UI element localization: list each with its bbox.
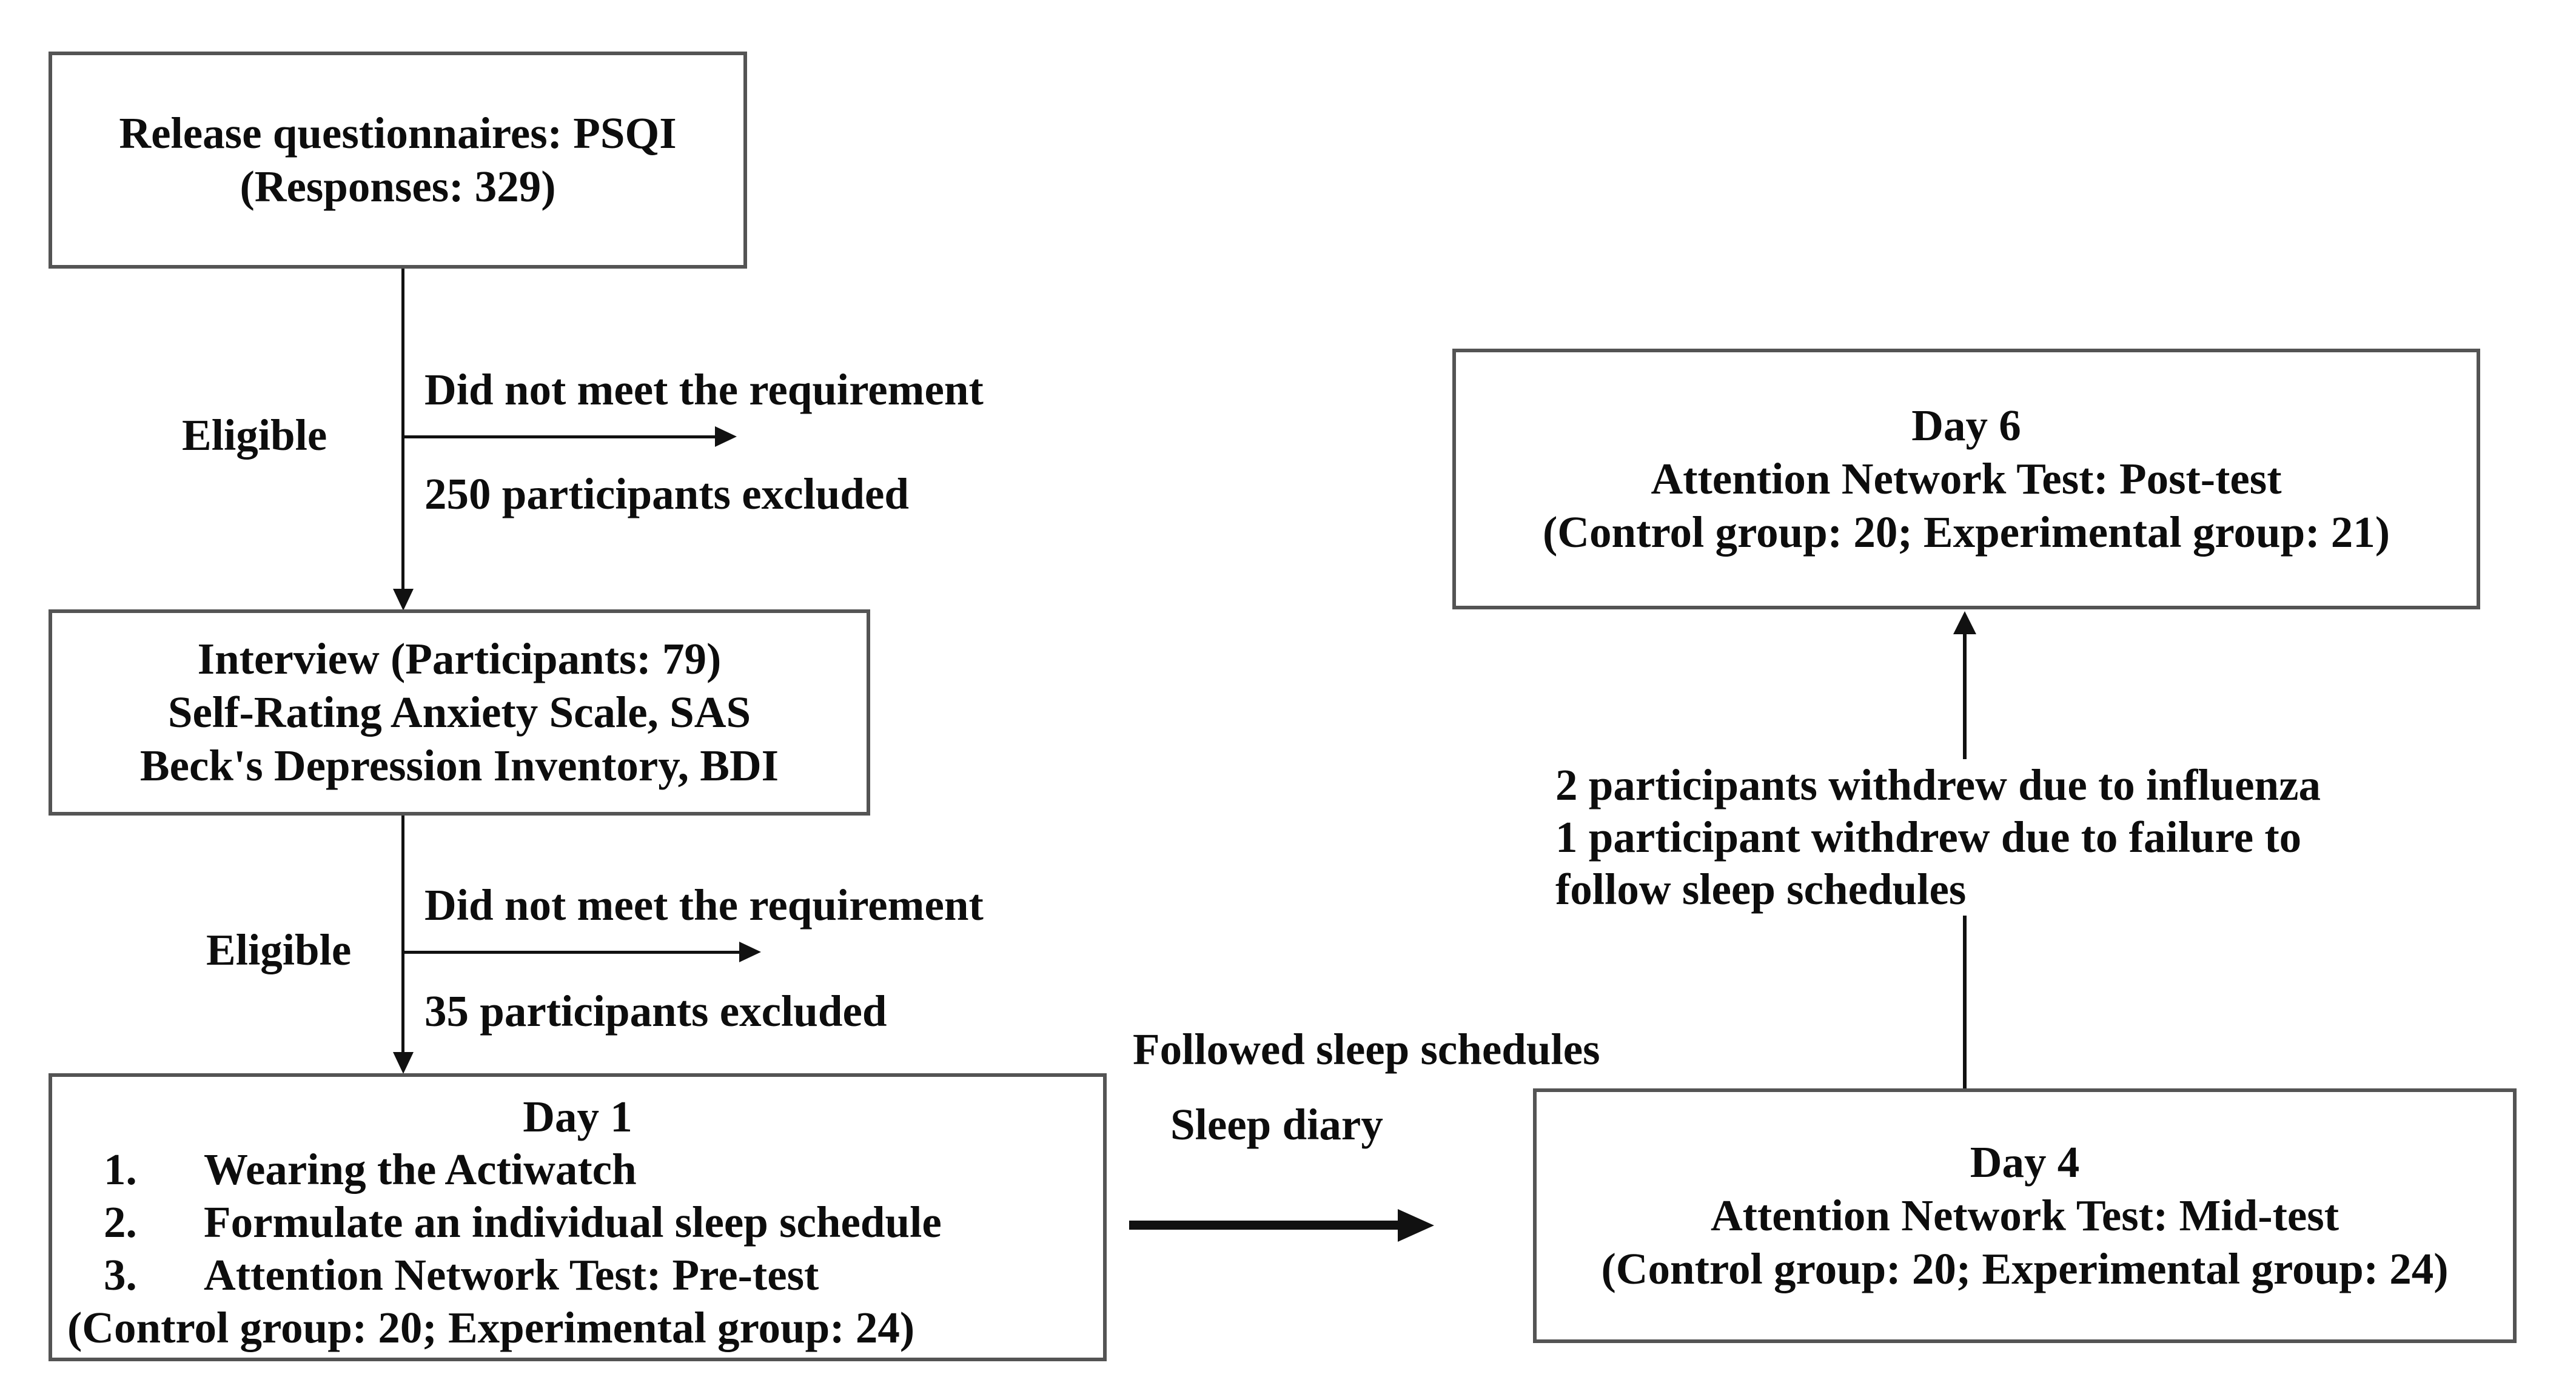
exclusion-arrow-2 — [403, 951, 739, 954]
connector-release-to-interview — [401, 269, 404, 590]
day1-item-3-text: Attention Network Test: Pre-test — [204, 1250, 819, 1299]
day1-item-1 — [104, 1143, 1088, 1196]
interview-box-line3: Beck's Depression Inventory, BDI — [139, 741, 779, 790]
interview-box-line2: Self-Rating Anxiety Scale, SAS — [167, 688, 751, 737]
day6-test-line: Attention Network Test: Post-test — [1651, 454, 2282, 503]
release-questionnaires-box — [49, 52, 747, 269]
day1-box — [49, 1073, 1107, 1361]
arrowhead-right-icon — [739, 942, 761, 962]
day1-groups-line: (Control group: 20; Experimental group: 24) — [67, 1303, 915, 1352]
followed-sleep-schedules-label: Followed sleep schedules — [1133, 1025, 1600, 1074]
withdrawal-note-line3: follow sleep schedules — [1555, 865, 1967, 914]
arrowhead-right-icon — [715, 426, 737, 447]
exclusion-arrow-1 — [403, 435, 715, 438]
interview-box — [49, 609, 870, 816]
day1-item-2-number: 2. — [104, 1198, 137, 1247]
day1-to-day4-arrow — [1129, 1221, 1398, 1230]
sleep-diary-label: Sleep diary — [1170, 1100, 1383, 1149]
connector-interview-to-day1 — [401, 816, 404, 1053]
did-not-meet-label-1: Did not meet the requirement — [424, 365, 984, 414]
eligible-label-2: Eligible — [206, 925, 352, 974]
release-box-line1: Release questionnaires: PSQI — [119, 109, 677, 158]
eligible-label-1: Eligible — [182, 410, 327, 460]
day6-groups-line: (Control group: 20; Experimental group: 21) — [1542, 508, 2390, 557]
excluded-label-1: 250 participants excluded — [424, 469, 909, 518]
interview-box-line1: Interview (Participants: 79) — [197, 634, 722, 683]
arrowhead-down-icon — [393, 589, 414, 611]
day4-title: Day 4 — [1970, 1138, 2080, 1187]
arrowhead-up-icon — [1953, 611, 1976, 634]
withdrawal-note — [1555, 759, 2459, 916]
arrowhead-right-icon — [1398, 1209, 1434, 1242]
release-box-line2: (Responses: 329) — [240, 162, 556, 211]
day1-item-3-number: 3. — [104, 1250, 137, 1299]
day4-groups-line: (Control group: 20; Experimental group: 24) — [1601, 1244, 2449, 1293]
day4-test-line: Attention Network Test: Mid-test — [1710, 1191, 2340, 1240]
did-not-meet-label-2: Did not meet the requirement — [424, 880, 984, 930]
day4-box — [1533, 1088, 2517, 1343]
day1-item-1-number: 1. — [104, 1145, 137, 1194]
day6-title: Day 6 — [1911, 401, 2021, 450]
day1-item-1-text: Wearing the Actiwatch — [204, 1145, 637, 1194]
day1-title: Day 1 — [523, 1092, 632, 1141]
arrowhead-down-icon — [393, 1052, 414, 1074]
withdrawal-note-line2: 1 participant withdrew due to failure to — [1555, 813, 2302, 862]
day1-item-3 — [104, 1248, 1088, 1301]
day1-item-2-text: Formulate an individual sleep schedule — [204, 1198, 942, 1247]
withdrawal-note-line1: 2 participants withdrew due to influenza — [1555, 760, 2321, 809]
day6-box — [1452, 349, 2480, 609]
excluded-label-2: 35 participants excluded — [424, 987, 887, 1036]
day1-item-2 — [104, 1196, 1088, 1248]
